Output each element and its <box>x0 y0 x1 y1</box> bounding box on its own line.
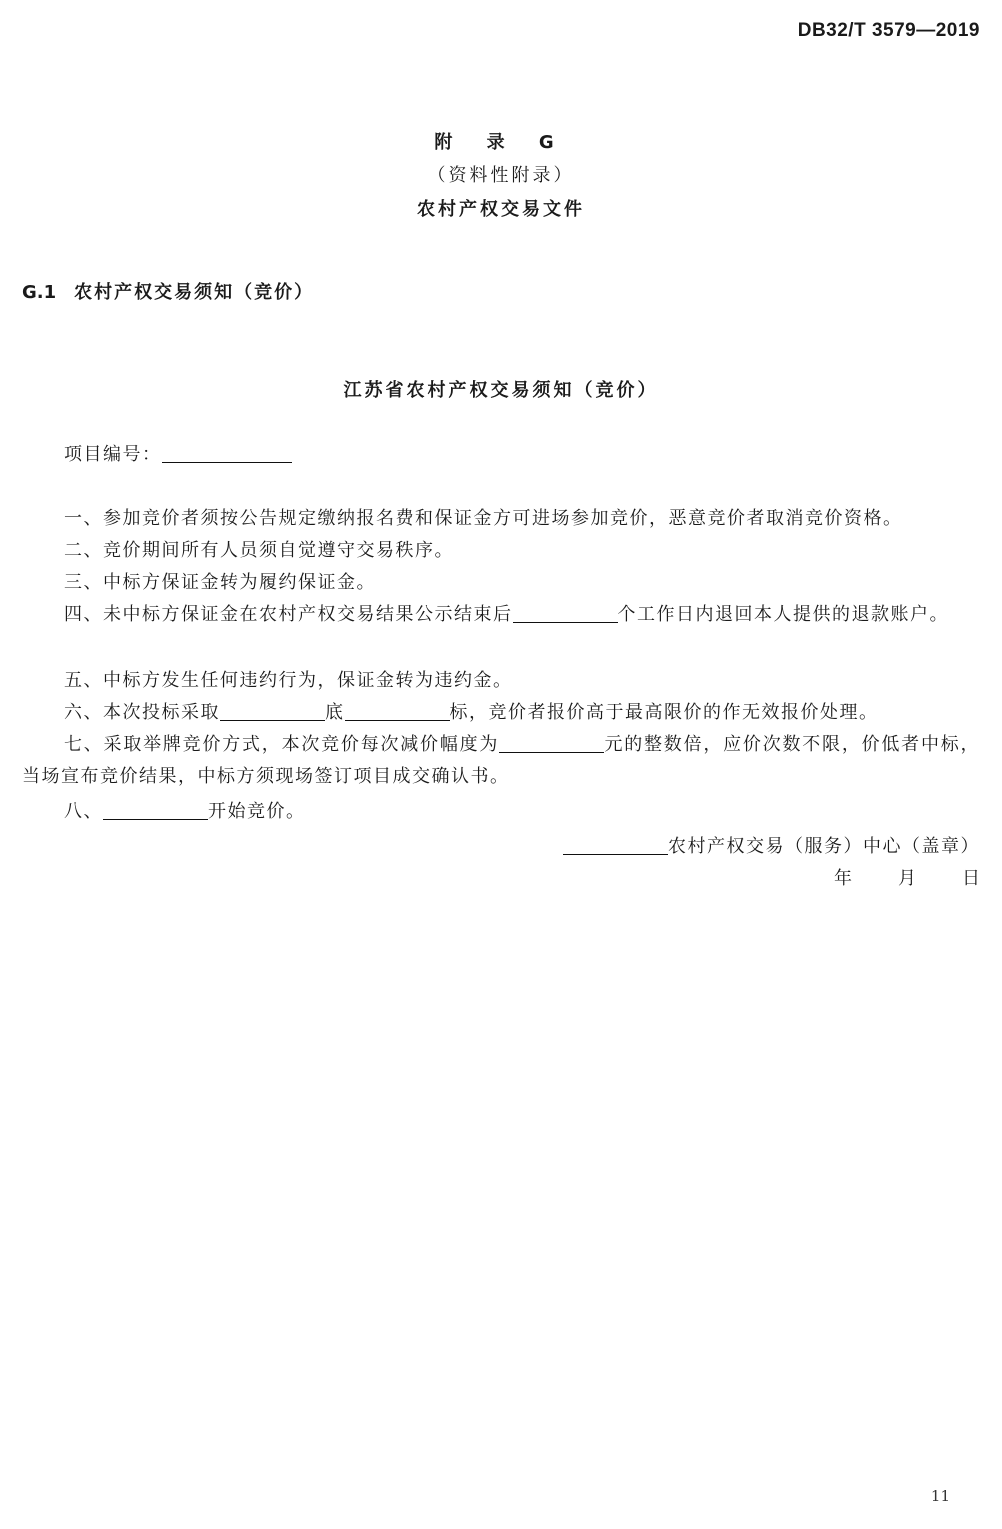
appendix-name: 农村产权交易文件 <box>417 199 585 220</box>
notice-item-8-text-a: 八、 <box>64 801 103 822</box>
start-time-blank <box>103 801 208 820</box>
decrement-amount-blank <box>499 734 604 753</box>
date-year: 年 <box>834 868 852 889</box>
notice-item-2: 二、竞价期间所有人员须自觉遵守交易秩序。 <box>64 540 454 561</box>
notice-item-4-text-b: 个工作日内退回本人提供的退款账户。 <box>617 604 949 625</box>
page-number: 11 <box>930 1487 950 1505</box>
notice-item-8-text-b: 开始竞价。 <box>208 801 306 822</box>
notice-item-6 <box>22 697 980 729</box>
notice-item-7-text-a: 七、采取举牌竞价方式，本次竞价每次减价幅度为 <box>64 734 500 755</box>
notice-title: 江苏省农村产权交易须知（竞价） <box>343 380 659 401</box>
date-day: 日 <box>962 868 980 889</box>
notice-item-5: 五、中标方发生任何违约行为，保证金转为违约金。 <box>64 670 513 691</box>
date-line <box>834 864 980 890</box>
signature-text: 农村产权交易（服务）中心（盖章） <box>668 836 980 857</box>
notice-item-4-text-a: 四、未中标方保证金在农村产权交易结果公示结束后 <box>64 604 513 625</box>
section-title: 农村产权交易须知（竞价） <box>74 282 315 303</box>
notice-item-1: 一、参加竞价者须按公告规定缴纳报名费和保证金方可进场参加竞价，恶意竞价者取消竞价资格。 <box>64 508 903 529</box>
notice-item-3: 三、中标方保证金转为履约保证金。 <box>64 572 376 593</box>
appendix-subtitle: （资料性附录） <box>427 165 575 186</box>
notice-item-8 <box>22 796 980 828</box>
notice-item-6-text-b: 底 <box>325 702 345 723</box>
bid-method-blank-1 <box>220 702 325 721</box>
notice-item-7-text-b: 元的整数倍，应价次数不限，价低者中标，当场宣布竞价结果，中标方须现场签订项目成交确认书。 <box>22 734 980 787</box>
appendix-title: 附 录 G <box>434 132 568 153</box>
project-number-line <box>64 440 292 466</box>
section-heading <box>22 278 314 304</box>
date-month: 月 <box>898 868 916 889</box>
section-number: G.1 <box>22 282 57 303</box>
standard-code: DB32/T 3579—2019 <box>797 20 980 41</box>
notice-item-6-text-c: 标，竞价者报价高于最高限价的作无效报价处理。 <box>449 702 879 723</box>
workdays-blank <box>513 604 618 623</box>
signature-line <box>563 832 980 858</box>
center-name-blank <box>563 836 668 855</box>
bid-method-blank-2 <box>345 702 450 721</box>
project-number-blank <box>162 444 292 463</box>
notice-item-6-text-a: 六、本次投标采取 <box>64 702 220 723</box>
notice-item-4 <box>22 599 980 631</box>
notice-item-7 <box>22 729 980 793</box>
project-number-label: 项目编号： <box>64 444 162 465</box>
